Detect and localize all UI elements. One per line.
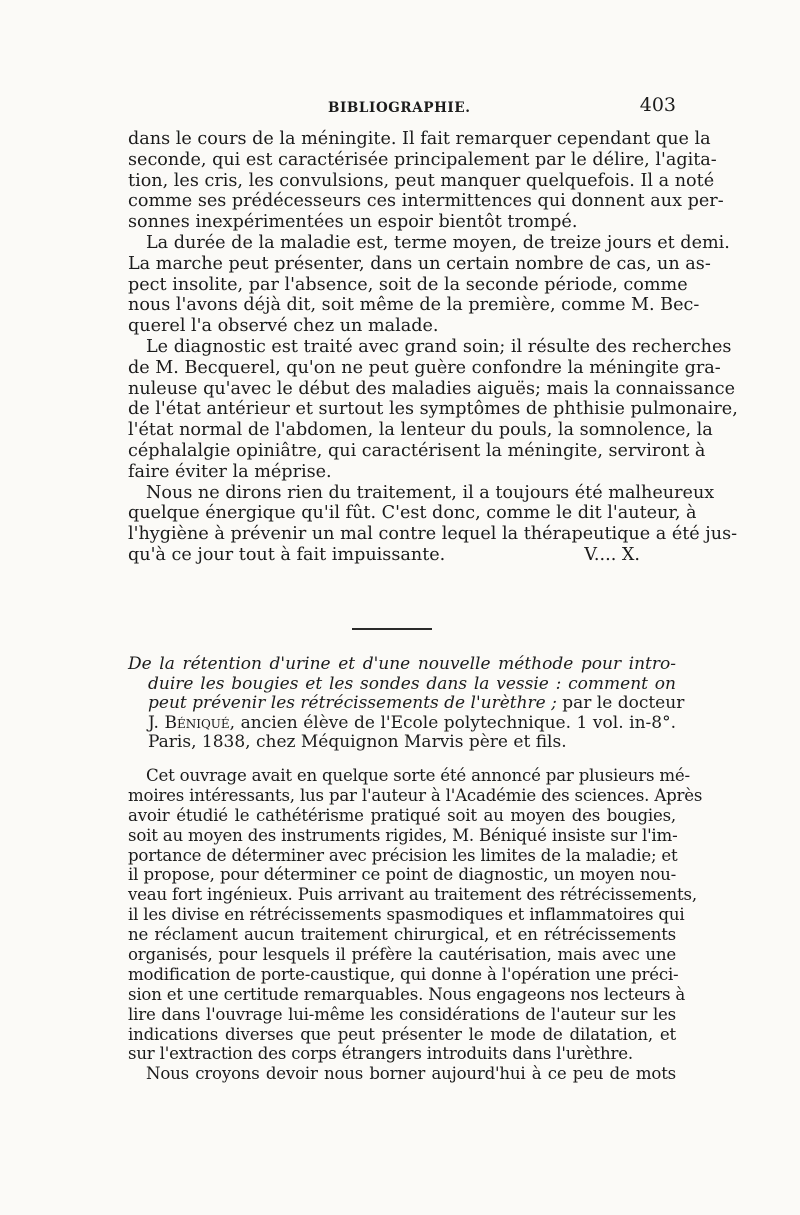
- text-line: Cet ouvrage avait en quelque sorte été annoncé par plusieurs mé-: [146, 766, 690, 785]
- text-line: sonnes inexpérimentées un espoir bientôt trompé.: [128, 212, 578, 233]
- book-reference: [128, 654, 685, 753]
- book-title-suffix: par le docteur: [556, 693, 685, 714]
- text-line: il propose, pour déterminer ce point de diagnostic, un moyen nou-: [128, 865, 676, 885]
- text-line: Nous ne dirons rien du traitement, il a toujours été malheureux: [146, 482, 715, 503]
- text-line: La marche peut présenter, dans un certain nombre de cas, un as-: [128, 253, 711, 274]
- text-line: l'état normal de l'abdomen, la lenteur du pouls, la somnolence, la: [128, 420, 713, 441]
- text-line: comme ses prédécesseurs ces intermittences qui donnent aux per-: [128, 191, 724, 212]
- book-title-text: De la rétention d'urine et d'une nouvelle méthode pour intro-: [128, 654, 676, 674]
- text-line: de M. Becquerel, qu'on ne peut guère confondre la méningite gra-: [128, 357, 721, 378]
- review-one-text: [128, 129, 738, 566]
- text-line: de l'état antérieur et surtout les symptômes de phthisie pulmonaire,: [128, 399, 738, 420]
- book-title-line: [128, 655, 676, 675]
- text-line: il les divise en rétrécissements spasmodiques et inflammatoires qui: [128, 905, 685, 925]
- book-author-line: [128, 714, 676, 734]
- text-line: sur l'extraction des corps étrangers introduits dans l'urèthre.: [128, 1044, 633, 1064]
- text-line: Le diagnostic est traité avec grand soin; il résulte des recherches: [146, 336, 732, 357]
- text-line: nous l'avons déjà dit, soit même de la première, comme M. Bec-: [128, 295, 700, 316]
- text-line: faire éviter la méprise.: [128, 461, 332, 482]
- text-line: indications diverses que peut présenter le mode de dilatation, et: [128, 1024, 676, 1044]
- text-line: organisés, pour lesquels il préfère la cautérisation, mais avec une: [128, 945, 676, 965]
- page-number: 403: [639, 94, 676, 116]
- running-title: BIBLIOGRAPHIE.: [328, 100, 471, 116]
- text-line: ne réclament aucun traitement chirurgical, et en rétrécissements: [128, 925, 676, 945]
- text-line: querel l'a observé chez un malade.: [128, 316, 439, 337]
- book-title-text: peut prévenir les rétrécissements de l'urèthre ;: [148, 693, 557, 714]
- book-title-text: duire les bougies et les sondes dans la vessie : comment on: [148, 673, 676, 694]
- text-line: sion et une certitude remarquables. Nous engageons nos lecteurs à: [128, 984, 686, 1004]
- text-line: modification de porte-caustique, qui donne à l'opération une préci-: [128, 964, 679, 984]
- author-name: J. Béniqué: [148, 712, 230, 733]
- text-line: pect insolite, par l'absence, soit de la seconde période, comme: [128, 274, 688, 295]
- text-line: avoir étudié le cathétérisme pratiqué soit au moyen des bougies,: [128, 805, 676, 825]
- text-line: céphalalgie opiniâtre, qui caractérisent la méningite, serviront à: [128, 440, 706, 461]
- book-title-line: [128, 675, 676, 695]
- text-line: moires intéressants, lus par l'auteur à l'Académie des sciences. Après: [128, 785, 703, 805]
- text-line: dans le cours de la méningite. Il fait remarquer cependant que la: [128, 129, 711, 149]
- text-line: veau fort ingénieux. Puis arrivant au traitement des rétrécissements,: [128, 885, 697, 905]
- running-head: [128, 94, 676, 124]
- text-line: seconde, qui est caractérisée principalement par le délire, l'agita-: [128, 149, 717, 170]
- text-line: qu'à ce jour tout à fait impuissante.: [128, 544, 446, 565]
- text-line: La durée de la maladie est, terme moyen, de treize jours et demi.: [146, 232, 730, 253]
- text-line: l'hygiène à prévenir un mal contre lequel la thérapeutique a été jus-: [128, 524, 738, 545]
- text-line: portance de déterminer avec précision les limites de la maladie; et: [128, 845, 678, 865]
- review-two-text: [128, 766, 703, 1084]
- book-title-line: [128, 693, 685, 714]
- text-line: nuleuse qu'avec le début des maladies aiguës; mais la connaissance: [128, 378, 736, 399]
- reviewer-signature: V.... X.: [584, 544, 640, 565]
- section-divider: [352, 628, 432, 630]
- text-line: tion, les cris, les convulsions, peut manquer quelquefois. Il a noté: [128, 170, 715, 191]
- closing-line: [128, 545, 676, 566]
- text-line: lire dans l'ouvrage lui-même les considérations de l'auteur sur les: [128, 1004, 676, 1024]
- author-detail: , ancien élève de l'Ecole polytechnique. 1 vol. in-8°.: [229, 712, 676, 733]
- text-line: Nous croyons devoir nous borner aujourd'hui à ce peu de mots: [146, 1064, 676, 1084]
- text-line: soit au moyen des instruments rigides, M. Béniqué insiste sur l'im-: [128, 825, 678, 845]
- book-imprint: Paris, 1838, chez Méquignon Marvis père et fils.: [148, 732, 567, 753]
- text-line: quelque énergique qu'il fût. C'est donc, comme le dit l'auteur, à: [128, 503, 697, 524]
